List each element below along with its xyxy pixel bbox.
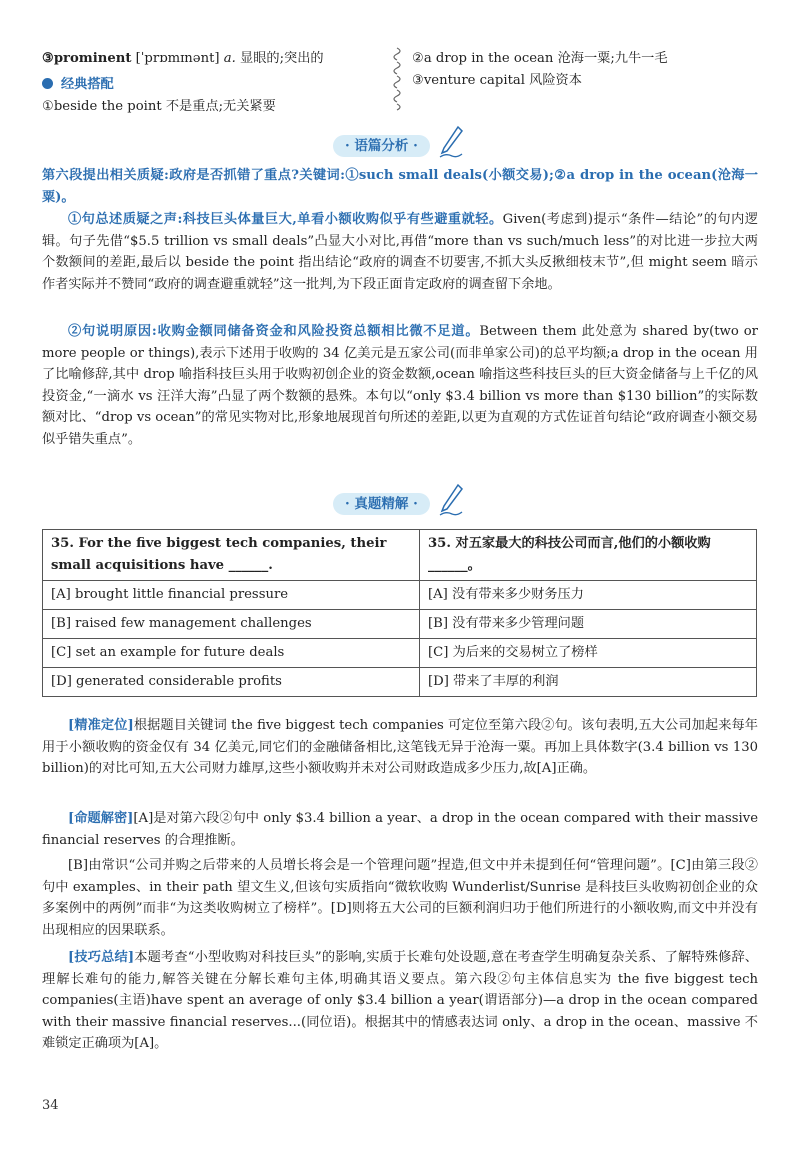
skill-tag: [技巧总结]: [68, 950, 135, 965]
vocab-word: ③prominent: [42, 51, 132, 66]
explanation-skill: [42, 947, 758, 1055]
option-row: [43, 668, 757, 697]
skill-text: 本题考查“小型收购对科技巨头”的影响,实质于长难句处设题,意在考查学生明确复杂关系、了解特殊修辞、理解长难句的能力,解答关键在分解长难句主体,明确其语义要点。第六段②句主体信息实为 the five biggest tech companies(主语)have spent an average of only $3.4 billion a year(谓语部分)—a drop in the ocean compared with their massive financial reserves...(同位语)。根据其中的情感表达词 only、a drop in the ocean、massive 不难锁定正确项为[A]。: [42, 950, 758, 1051]
analysis-banner: [0, 131, 800, 161]
option-d-zh: [D] 带来了丰厚的利润: [420, 668, 757, 697]
collocations-heading-row: [42, 74, 382, 96]
exam-banner: [0, 489, 800, 519]
vocab-left-column: [42, 48, 382, 118]
collocation-drop-in-ocean: ②a drop in the ocean 沧海一粟;九牛一毛: [412, 51, 668, 66]
question-stem-en: 35. For the five biggest tech companies, their small acquisitions have ______.: [43, 530, 420, 581]
vocab-entry-prominent: [42, 48, 382, 70]
question-stem-zh: 35. 对五家最大的科技公司而言,他们的小额收购______。: [420, 530, 757, 581]
page-number: 34: [42, 1098, 59, 1113]
option-c-en: [C] set an example for future deals: [43, 639, 420, 668]
option-a-zh: [A] 没有带来多少财务压力: [420, 581, 757, 610]
exam-banner-title: · 真题精解 ·: [333, 493, 430, 515]
vocab-meaning: 显眼的;突出的: [240, 51, 324, 66]
spiral-binding-icon: [393, 44, 407, 114]
paragraph-2-lead: ②句说明原因:收购金额同储备资金和风险投资总额相比微不足道。: [68, 324, 480, 339]
option-row: [43, 610, 757, 639]
option-b-en: [B] raised few management challenges: [43, 610, 420, 639]
option-a-en: [A] brought little financial pressure: [43, 581, 420, 610]
analysis-banner-title: · 语篇分析 ·: [333, 135, 430, 157]
bullet-dot-icon: [42, 78, 53, 89]
option-d-en: [D] generated considerable profits: [43, 668, 420, 697]
collocation-venture-capital: ③venture capital 风险资本: [412, 73, 582, 88]
option-row: [43, 639, 757, 668]
vocab-pos: a.: [223, 51, 236, 66]
vocab-phonetic: [ˈprɒmɪnənt]: [135, 51, 220, 66]
explanation-locate: [42, 715, 758, 780]
explanation-decode: [42, 808, 758, 851]
explanation-wrong-options: [B]由常识“公司并购之后带来的人员增长将会是一个管理问题”捏造,但文中并未提到任何“管理问题”。[C]由第三段②句中 examples、in their path 望文生义,但该句实质指向“微软收购 Wunderlist/Sunrise 是科技巨头收购初创企业的众多案例中的两例”而非“为这类收购树立了榜样”。[D]则将五大公司的巨额利润归功于他们所进行的小额收购,而文中并没有出现相应的因果联系。: [42, 858, 758, 938]
decode-tag: [命题解密]: [68, 811, 134, 826]
collocations-heading: 经典搭配: [61, 77, 114, 92]
question-stem-row: [43, 530, 757, 581]
vocab-right-column: [412, 48, 772, 92]
paragraph-1-body: Given(考虑到)提示“条件—结论”的句内逻辑。句子先借“$5.5 trillion vs small deals”凸显大小对比,再借“more than vs such/much less”的对比进一步拉大两个数额间的差距,最后以 beside the point 指出结论“政府的调查不切要害,不抓大头反揪细枝末节”,但 might seem 暗示作者实际并不赞同“政府的调查避重就轻”这一批判,为下段正面肯定政府的调查留下余地。: [42, 212, 758, 292]
analysis-paragraph-2: [42, 321, 758, 450]
paragraph-1-lead: ①句总述质疑之声:科技巨头体量巨大,单看小额收购似乎有些避重就轻。: [68, 212, 503, 227]
option-row: [43, 581, 757, 610]
option-c-zh: [C] 为后来的交易树立了榜样: [420, 639, 757, 668]
paragraph-2-body: Between them 此处意为 shared by(two or more people or things),表示下述用于收购的 34 亿美元是五家公司(而非单家公司)的总平均额;a drop in the ocean 用了比喻修辞,其中 drop 喻指科技巨头用于收购初创企业的资金数额,ocean 喻指这些科技巨头的巨大资金储备与上千亿的风投资金,“一滴水 vs 汪洋大海”凸显了两个数额的悬殊。本句以“only $3.4 billion vs more than $130 billion”的实际数额对比、“drop vs ocean”的常见实物对比,形象地展现首句所述的差距,以更为直观的方式佐证首句结论“政府调查小额交易似乎错失重点”。: [42, 324, 758, 447]
option-b-zh: [B] 没有带来多少管理问题: [420, 610, 757, 639]
locate-text: 根据题目关键词 the five biggest tech companies 可定位至第六段②句。该句表明,五大公司加起来每年用于小额收购的资金仅有 34 亿美元,同它们的金融储备相比,这笔钱无异于沧海一粟。再加上具体数字(3.4 billion vs 130 billion)的对比可知,五大公司财力雄厚,这些小额收购并未对公司财政造成多少压力,故[A]正确。: [42, 718, 758, 776]
pen-icon: [438, 483, 464, 517]
question-table: [42, 529, 757, 697]
analysis-intro: 第六段提出相关质疑:政府是否抓错了重点?关键词:①such small deals(小额交易);②a drop in the ocean(沧海一粟)。: [42, 168, 758, 205]
pen-icon: [438, 125, 464, 159]
locate-tag: [精准定位]: [68, 718, 134, 733]
analysis-paragraph-1: [42, 209, 758, 295]
collocation-beside-the-point: ①beside the point 不是重点;无关紧要: [42, 99, 276, 114]
decode-text: [A]是对第六段②句中 only $3.4 billion a year、a drop in the ocean compared with their massive financial reserves 的合理推断。: [42, 811, 758, 848]
